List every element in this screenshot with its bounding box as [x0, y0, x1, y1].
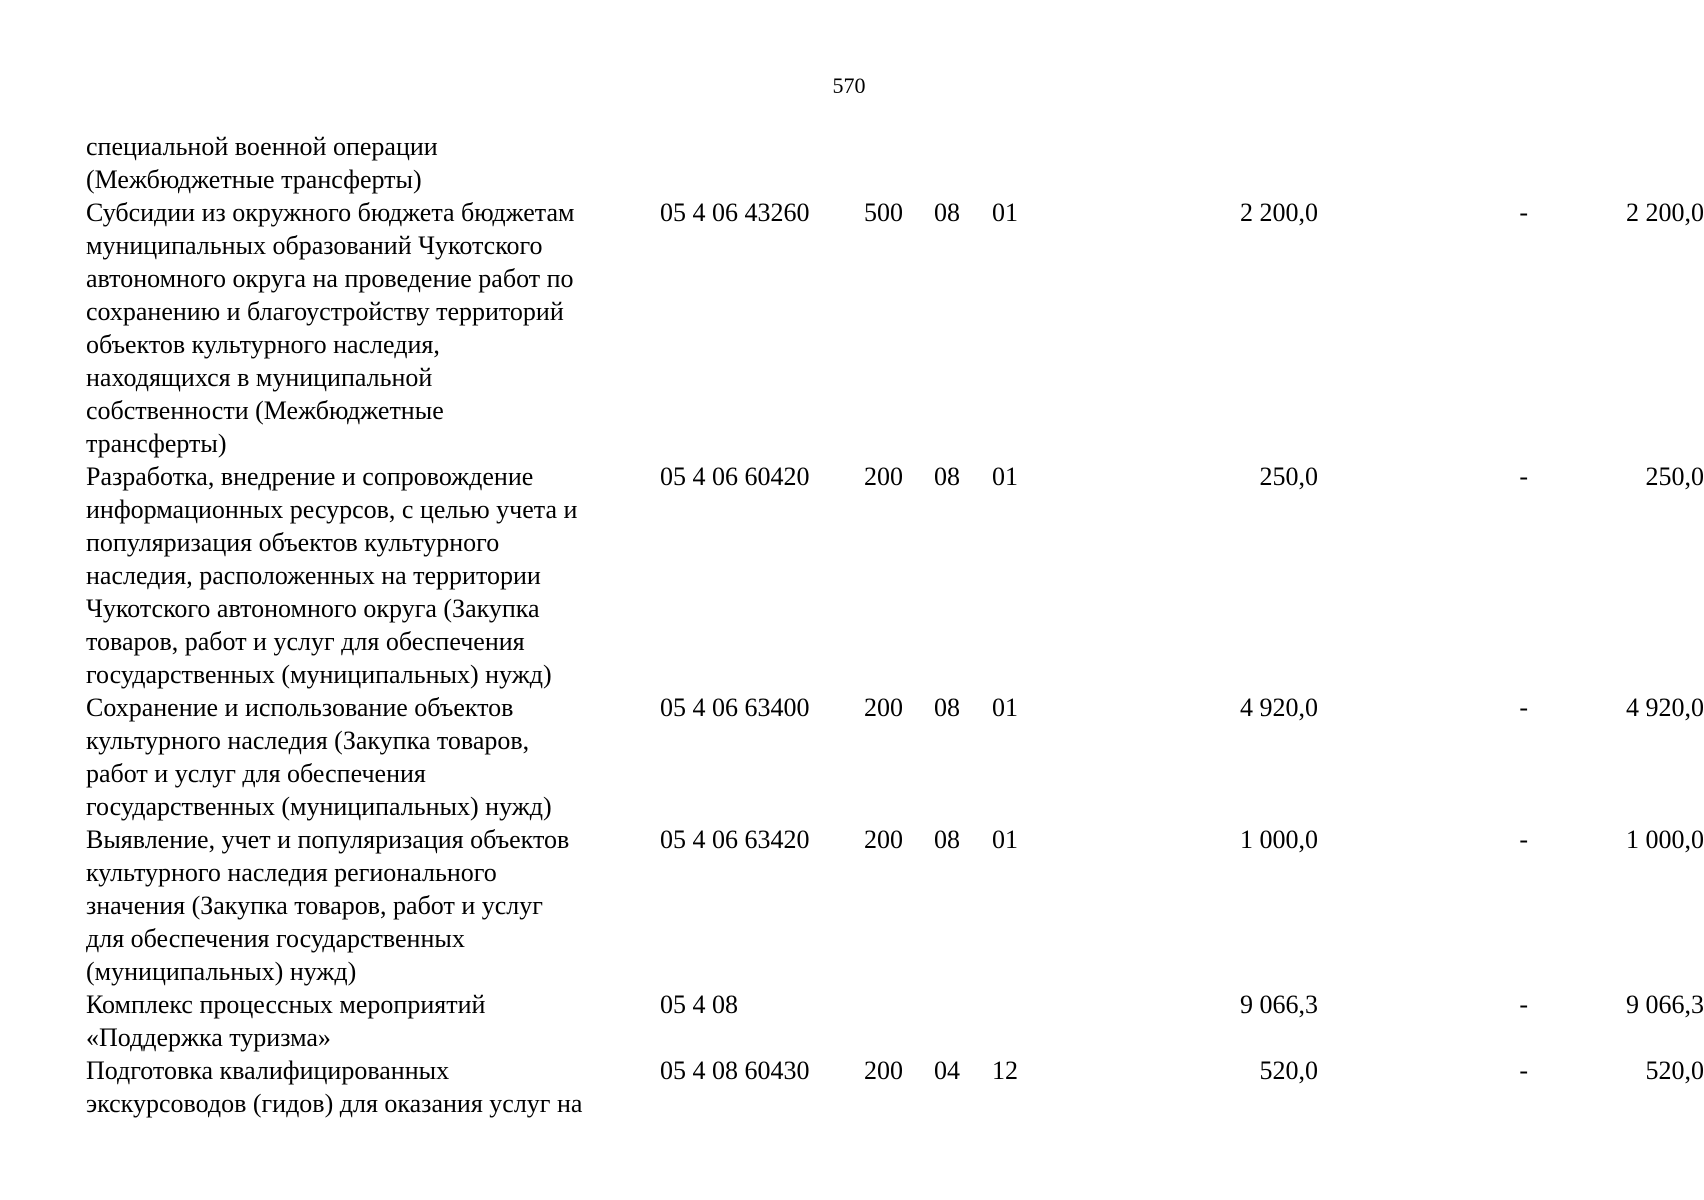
description-line: муниципальных образований Чукотского	[86, 231, 543, 260]
description-line: Подготовка квалифицированных	[86, 1056, 450, 1085]
table-row	[86, 196, 1704, 460]
description-line: сохранению и благоустройству территорий	[86, 297, 564, 326]
description-line: трансферты)	[86, 429, 227, 458]
row-description	[86, 1054, 646, 1120]
table-row	[86, 691, 1704, 823]
amount-total: 2 200,0	[1240, 198, 1318, 227]
amount-result: 1 000,0	[1626, 825, 1704, 854]
section-code: 08	[934, 825, 960, 854]
description-line: специальной военной операции	[86, 132, 438, 161]
target-code: 05 4 08	[660, 990, 738, 1019]
amount-change: -	[1519, 990, 1528, 1019]
amount-total: 4 920,0	[1240, 693, 1318, 722]
subsection-code: 01	[992, 462, 1018, 491]
description-line: культурного наследия (Закупка товаров,	[86, 726, 530, 755]
expense-type: 500	[864, 198, 903, 227]
description-line: находящихся в муниципальной	[86, 363, 433, 392]
row-description	[86, 988, 646, 1054]
description-line: культурного наследия регионального	[86, 858, 497, 887]
expense-type: 200	[864, 825, 903, 854]
page-number: 570	[832, 73, 866, 98]
row-description	[86, 130, 646, 196]
table-row	[86, 988, 1704, 1054]
table-row	[86, 823, 1704, 988]
description-line: Субсидии из окружного бюджета бюджетам	[86, 198, 575, 227]
amount-result: 250,0	[1645, 462, 1704, 491]
amount-total: 250,0	[1259, 462, 1318, 491]
row-description	[86, 823, 646, 988]
description-line: экскурсоводов (гидов) для оказания услуг на	[86, 1089, 583, 1118]
table-row	[86, 460, 1704, 691]
row-description	[86, 196, 646, 460]
amount-change: -	[1519, 825, 1528, 854]
table-row	[86, 1054, 1704, 1120]
description-line: Чукотского автономного округа (Закупка	[86, 594, 540, 623]
description-line: автономного округа на проведение работ по	[86, 264, 574, 293]
section-code: 08	[934, 693, 960, 722]
row-description	[86, 460, 646, 691]
section-code: 08	[934, 198, 960, 227]
amount-change: -	[1519, 693, 1528, 722]
target-code: 05 4 08 60430	[660, 1056, 810, 1085]
expense-type: 200	[864, 462, 903, 491]
description-line: собственности (Межбюджетные	[86, 396, 444, 425]
section-code: 08	[934, 462, 960, 491]
description-line: товаров, работ и услуг для обеспечения	[86, 627, 525, 656]
description-line: государственных (муниципальных) нужд)	[86, 660, 552, 689]
description-line: Разработка, внедрение и сопровождение	[86, 462, 534, 491]
budget-table	[86, 130, 1704, 1120]
description-line: Комплекс процессных мероприятий	[86, 990, 486, 1019]
description-line: государственных (муниципальных) нужд)	[86, 792, 552, 821]
description-line: (муниципальных) нужд)	[86, 957, 357, 986]
description-line: наследия, расположенных на территории	[86, 561, 541, 590]
amount-total: 1 000,0	[1240, 825, 1318, 854]
expense-type: 200	[864, 1056, 903, 1085]
expense-type: 200	[864, 693, 903, 722]
description-line: работ и услуг для обеспечения	[86, 759, 426, 788]
table-row	[86, 130, 1646, 196]
target-code: 05 4 06 43260	[660, 198, 810, 227]
amount-result: 4 920,0	[1626, 693, 1704, 722]
target-code: 05 4 06 60420	[660, 462, 810, 491]
target-code: 05 4 06 63420	[660, 825, 810, 854]
section-code: 04	[934, 1056, 960, 1085]
amount-change: -	[1519, 462, 1528, 491]
subsection-code: 12	[992, 1056, 1018, 1085]
description-line: (Межбюджетные трансферты)	[86, 165, 422, 194]
amount-total: 520,0	[1259, 1056, 1318, 1085]
row-description	[86, 691, 646, 823]
amount-total: 9 066,3	[1240, 990, 1318, 1019]
description-line: «Поддержка туризма»	[86, 1023, 331, 1052]
subsection-code: 01	[992, 198, 1018, 227]
amount-result: 9 066,3	[1626, 990, 1704, 1019]
description-line: популяризация объектов культурного	[86, 528, 500, 557]
amount-result: 520,0	[1645, 1056, 1704, 1085]
amount-change: -	[1519, 198, 1528, 227]
subsection-code: 01	[992, 825, 1018, 854]
description-line: значения (Закупка товаров, работ и услуг	[86, 891, 543, 920]
amount-result: 2 200,0	[1626, 198, 1704, 227]
subsection-code: 01	[992, 693, 1018, 722]
description-line: Сохранение и использование объектов	[86, 693, 514, 722]
description-line: объектов культурного наследия,	[86, 330, 440, 359]
target-code: 05 4 06 63400	[660, 693, 810, 722]
description-line: Выявление, учет и популяризация объектов	[86, 825, 570, 854]
amount-change: -	[1519, 1056, 1528, 1085]
description-line: информационных ресурсов, с целью учета и	[86, 495, 578, 524]
description-line: для обеспечения государственных	[86, 924, 465, 953]
